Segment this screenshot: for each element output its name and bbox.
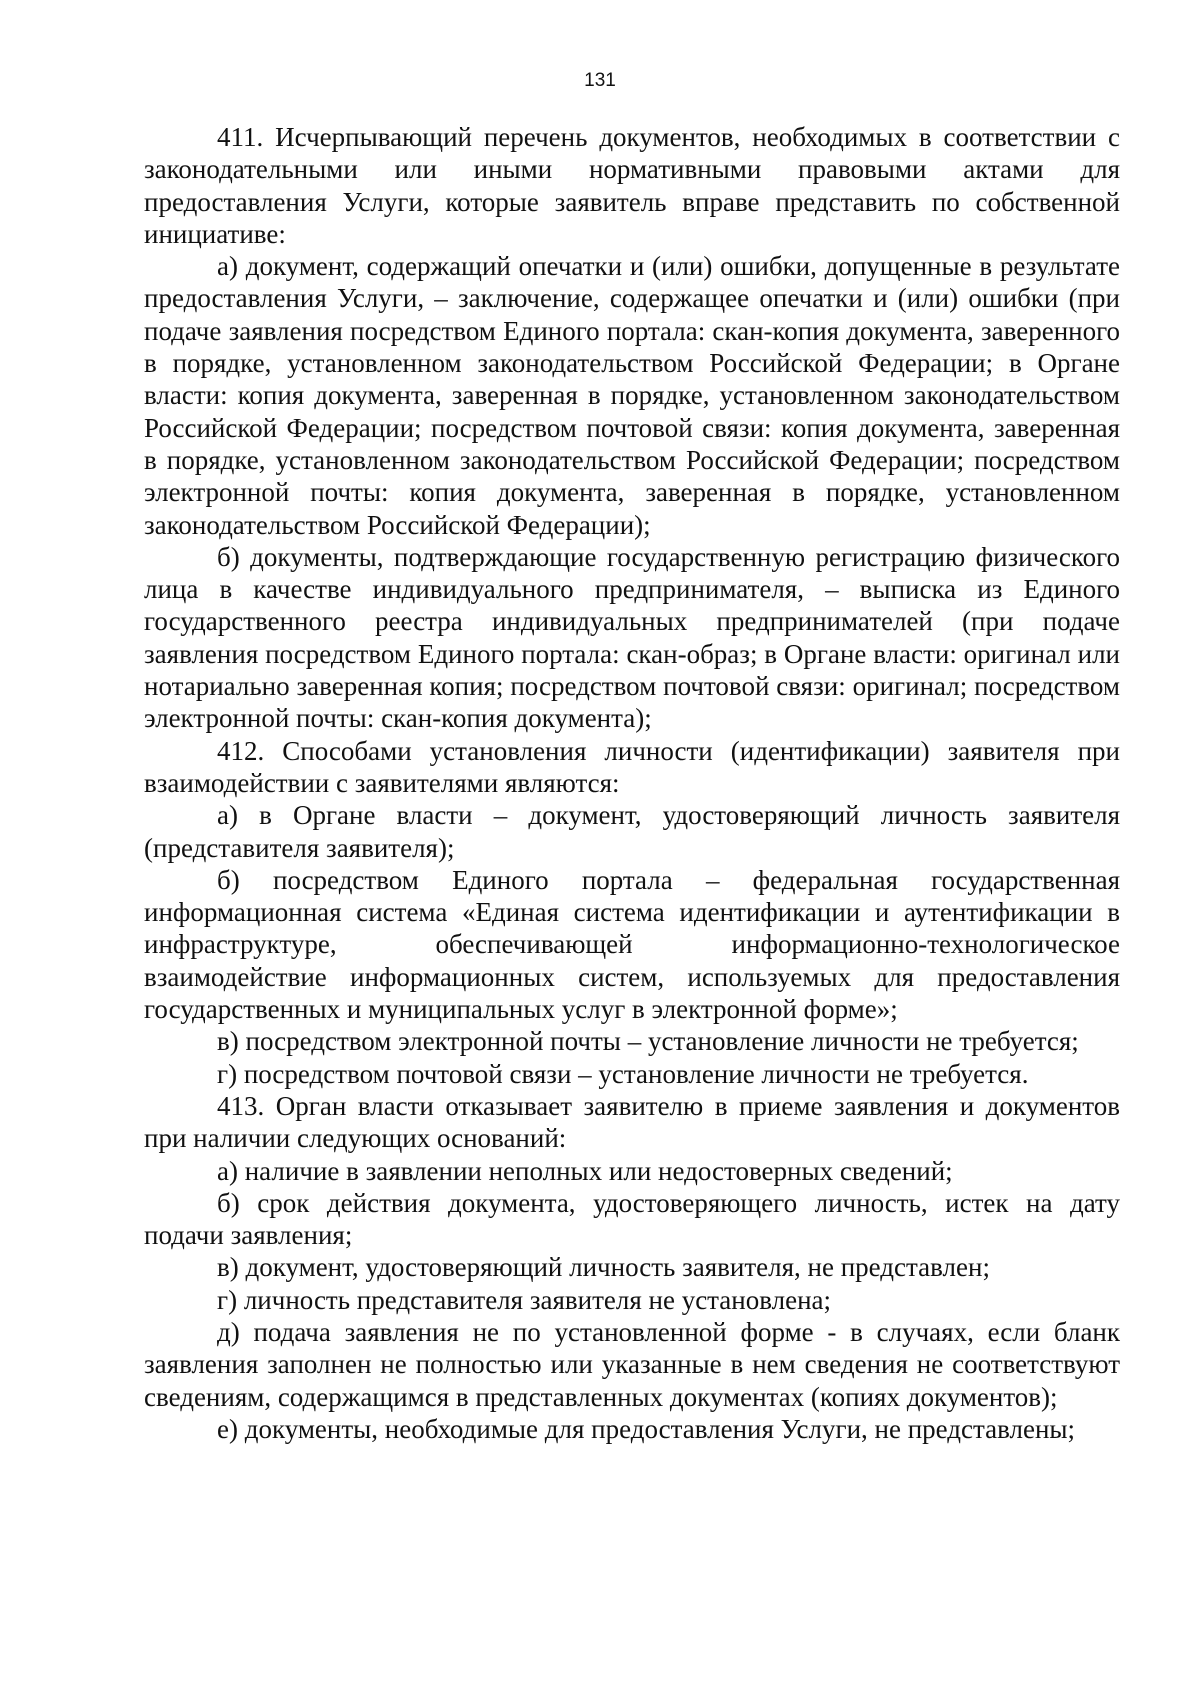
paragraph-413-item-g: г) личность представителя заявителя не установлена; bbox=[217, 1284, 832, 1315]
paragraph-412-item-a: а) в Органе власти – документ, удостоверяющий личность заявителя (представителя заявителя); bbox=[144, 800, 1120, 863]
paragraph-413: 413. Орган власти отказывает заявителю в приеме заявления и документов при наличии следующих оснований: bbox=[144, 1090, 1120, 1154]
paragraph-412-item-v: в) посредством электронной почты – установление личности не требуется; bbox=[217, 1026, 1079, 1057]
paragraph-412-item-b: б) посредством Единого портала – федеральная государственная информационная система «Единая система идентификации и аутентификации в инфраструктуре, обеспечивающей информационно-технологическое взаимодействие информационных систем, используемых для предоставления государственных и муниципальных услуг в электронной форме»; bbox=[144, 864, 1120, 1025]
paragraph-413-item-a: а) наличие в заявлении неполных или недостоверных сведений; bbox=[217, 1155, 953, 1186]
paragraph-411-item-a: а) документ, содержащий опечатки и (или) ошибки, допущенные в результате предоставления Услуги, – заключение, содержащее опечатки и (или) ошибки (при подаче заявления посредством Единого портала: скан-копия документа, заверенного в порядке, установленном законодательством Российской Федерации; в Органе власти: копия документа, заверенная в порядке, установленном законодательством Российской Федерации; посредством почтовой связи: копия документа, заверенная в порядке, установленном законодательством Российской Федерации; посредством электронной почты: копия документа, заверенная в порядке, установленном законодательством Российской Федерации); bbox=[144, 251, 1120, 540]
paragraph-413-item-e: е) документы, необходимые для предоставления Услуги, не представлены; bbox=[217, 1413, 1076, 1444]
paragraph-411-item-b: б) документы, подтверждающие государственную регистрацию физического лица в качестве индивидуального предпринимателя, – выписка из Единого государственного реестра индивидуальных предпринимателей (при подаче заявления посредством Единого портала: скан-образ; в Органе власти: оригинал или нотариально заверенная копия; посредством почтовой связи: оригинал; посредством электронной почты: скан-копия документа); bbox=[144, 541, 1120, 734]
document-body bbox=[144, 121, 1120, 1445]
paragraph-413-item-b: б) срок действия документа, удостоверяющего личность, истек на дату подачи заявления; bbox=[144, 1187, 1120, 1251]
paragraph-413-item-d: д) подача заявления не по установленной форме - в случаях, если бланк заявления заполнен не полностью или указанные в нем сведения не соответствуют сведениям, содержащимся в представленных документах (копиях документов); bbox=[144, 1316, 1120, 1412]
paragraph-412-item-g: г) посредством почтовой связи – установление личности не требуется. bbox=[217, 1058, 1029, 1089]
page-number: 131 bbox=[584, 70, 616, 91]
paragraph-412: 412. Способами установления личности (идентификации) заявителя при взаимодействии с заявителями являются: bbox=[144, 735, 1120, 798]
paragraph-413-item-v: в) документ, удостоверяющий личность заявителя, не представлен; bbox=[217, 1252, 990, 1283]
paragraph-411: 411. Исчерпывающий перечень документов, необходимых в соответствии с законодательными или иными нормативными правовыми актами для предоставления Услуги, которые заявитель вправе представить по собственной инициативе: bbox=[144, 122, 1120, 249]
